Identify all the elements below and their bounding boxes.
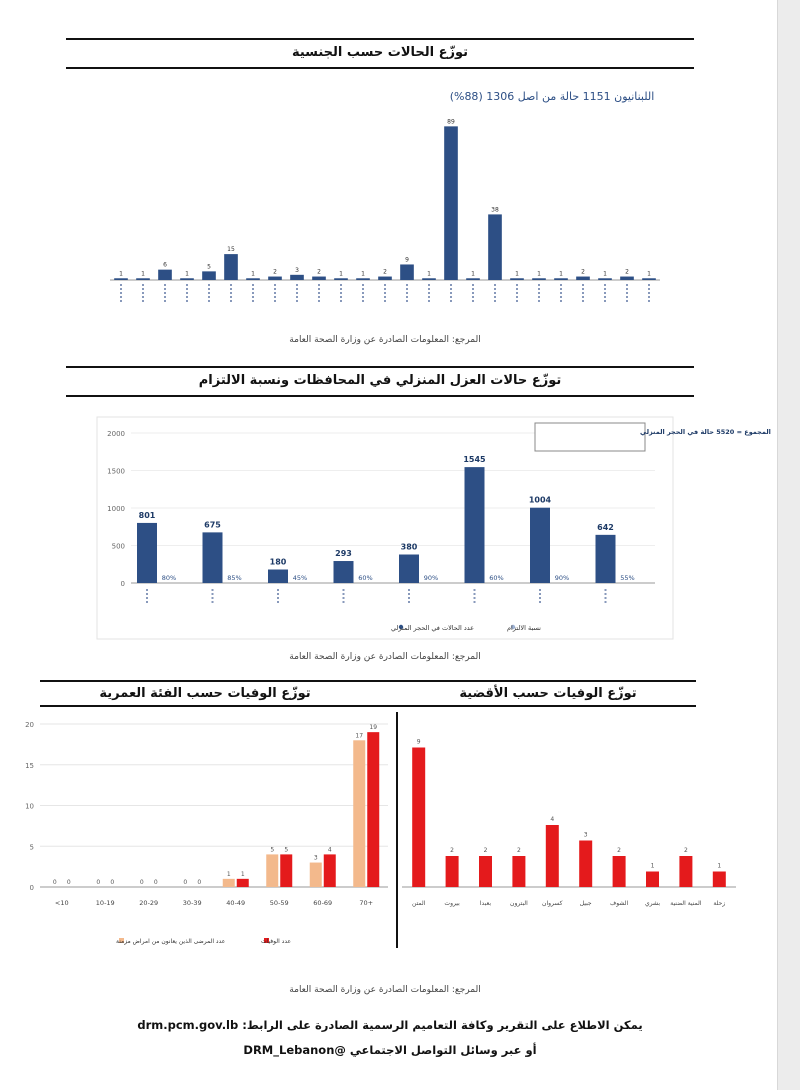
isolation-percent-label: 90%	[423, 574, 439, 582]
isolation-value-label: 801	[138, 510, 156, 520]
age-y-tick: 10	[25, 802, 34, 811]
district-bar	[512, 856, 525, 887]
isolation-y-tick: 0	[120, 580, 125, 588]
isolation-percent-label: 55%	[620, 574, 635, 582]
age-y-tick: 20	[25, 721, 34, 729]
nationality-bar	[532, 278, 546, 280]
section3-divider	[396, 712, 398, 948]
age-category-label: 10-19	[95, 899, 115, 907]
age-y-tick: 0	[29, 884, 34, 892]
section1-top-rule	[66, 38, 694, 40]
district-category-label: بشري	[644, 900, 661, 907]
district-category-label: البترون	[510, 900, 528, 907]
nationality-bar	[334, 278, 348, 280]
nationality-bar-label: 38	[491, 206, 499, 214]
nationality-bar	[576, 277, 590, 280]
district-bar-label: 4	[550, 816, 555, 823]
section2-bottom-rule	[66, 395, 694, 397]
isolation-annotation: المجموع = 5520 حالة في الحجر المنزلي	[640, 428, 771, 436]
district-category-label: بيروت	[444, 900, 460, 907]
nationality-bar-label: 1	[559, 270, 563, 278]
section2-top-rule	[66, 366, 694, 368]
district-bar-label: 2	[617, 847, 622, 854]
age-bar-label-series-2: 0	[110, 879, 115, 886]
isolation-bar	[596, 535, 616, 583]
deaths-age-title: توزّع الوفيات حسب الفئة العمرية	[99, 686, 311, 701]
age-bar-series-1	[266, 854, 278, 887]
nationality-bar	[510, 278, 524, 280]
age-bar-label-series-2: 4	[327, 846, 332, 854]
age-bar-label-series-1: 5	[270, 846, 275, 854]
district-bar-label: 2	[516, 847, 521, 854]
isolation-value-label: 1004	[528, 495, 552, 505]
nationality-bar	[422, 278, 436, 280]
age-bar-series-2	[324, 854, 336, 887]
isolation-legend-rate: نسبة الالتزام	[507, 624, 541, 632]
nationality-bar	[158, 270, 172, 280]
isolation-percent-label: 80%	[161, 574, 177, 582]
age-bar-label-series-1: 0	[52, 879, 57, 886]
nationality-bar-label: 2	[383, 268, 387, 276]
nationality-bar-label: 1	[647, 270, 651, 278]
nationality-bar-label: 89	[447, 118, 455, 126]
nationality-bar	[444, 126, 458, 280]
age-category-label: 60-69	[313, 899, 333, 907]
age-legend-deaths: عدد الوفيات	[261, 938, 292, 945]
district-category-label: المنية الضنية	[670, 900, 702, 907]
age-category-label: <10	[54, 899, 69, 907]
age-category-label: 70+	[359, 899, 374, 907]
isolation-bar	[399, 555, 419, 584]
nationality-bar	[246, 278, 260, 280]
district-category-label: المتن	[412, 900, 426, 907]
district-category-label: جبيل	[579, 900, 592, 907]
age-category-label: 50-59	[269, 899, 289, 907]
age-y-tick: 5	[29, 843, 34, 852]
deaths-district-title: توزّع الوفيات حسب الأقضية	[459, 686, 637, 701]
nationality-bar-label: 2	[317, 268, 321, 276]
nationality-bar-label: 1	[185, 270, 189, 278]
nationality-bar	[136, 278, 150, 280]
page-edge	[777, 0, 800, 1090]
section3-top-rule	[40, 680, 696, 682]
footer-line-2: أو عبر وسائل التواصل الاجتماعي @DRM_Lebanon	[243, 1043, 537, 1057]
isolation-bar	[530, 508, 550, 583]
district-category-label: الشوف	[610, 900, 629, 907]
nationality-bar	[268, 277, 282, 280]
section1-bottom-rule	[66, 67, 694, 69]
age-legend-chronic: عدد المرضى الذين يعانون من امراض مزمنة	[116, 938, 226, 945]
isolation-percent-label: 90%	[554, 574, 570, 582]
age-bar-series-2	[367, 732, 379, 887]
isolation-source: المرجع: المعلومات الصادرة عن وزارة الصحة العامة	[289, 652, 481, 662]
age-bar-label-series-2: 0	[66, 879, 71, 886]
isolation-bar	[334, 561, 354, 583]
district-bar	[479, 856, 492, 887]
nationality-bar	[180, 278, 194, 280]
age-bar-label-series-1: 0	[139, 879, 144, 886]
section3-bottom-rule	[40, 705, 696, 707]
nationality-bar	[378, 277, 392, 280]
district-bar-label: 2	[683, 847, 688, 854]
nationality-bar	[598, 278, 612, 280]
nationality-bar-label: 1	[515, 270, 519, 278]
nationality-bar	[356, 278, 370, 280]
isolation-bar	[137, 523, 157, 583]
deaths-source: المرجع: المعلومات الصادرة عن وزارة الصحة العامة	[289, 985, 481, 995]
nationality-bar-label: 1	[251, 270, 255, 278]
nationality-bar-label: 9	[405, 256, 409, 264]
age-bar-label-series-1: 17	[355, 732, 364, 740]
nationality-chart-title: توزّع الحالات حسب الجنسية	[291, 45, 469, 60]
deaths-district-chart	[400, 712, 740, 922]
age-bar-label-series-2: 0	[197, 879, 202, 886]
nationality-annotation: اللبنانيون 1151 حالة من اصل 1306 (88%)	[449, 90, 655, 103]
age-bar-series-2	[237, 879, 249, 887]
nationality-bar	[224, 254, 238, 280]
age-bar-label-series-2: 5	[284, 846, 289, 854]
age-category-label: 40-49	[226, 899, 246, 907]
age-bar-series-2	[280, 854, 292, 887]
isolation-value-label: 293	[335, 549, 352, 559]
age-y-tick: 15	[25, 761, 34, 770]
nationality-chart	[100, 80, 670, 350]
district-bar	[713, 872, 726, 888]
district-bar-label: 2	[450, 847, 455, 854]
isolation-value-label: 675	[204, 520, 221, 530]
isolation-y-tick: 500	[111, 542, 125, 551]
isolation-bar	[268, 570, 288, 584]
isolation-y-tick: 2000	[107, 430, 125, 438]
district-bar	[412, 748, 425, 888]
nationality-bar-label: 15	[227, 246, 235, 254]
nationality-bar	[620, 277, 634, 280]
district-bar	[579, 841, 592, 888]
isolation-bar	[203, 532, 223, 583]
district-bar	[679, 856, 692, 887]
nationality-bar-label: 2	[273, 268, 277, 276]
isolation-value-label: 180	[269, 557, 287, 567]
nationality-bar-label: 2	[581, 268, 585, 276]
district-bar-label: 1	[650, 862, 655, 870]
isolation-value-label: 380	[400, 542, 418, 552]
nationality-bar	[466, 278, 480, 280]
district-bar	[646, 872, 659, 888]
isolation-chart	[95, 415, 771, 645]
nationality-bar	[290, 275, 304, 280]
district-bar	[446, 856, 459, 887]
nationality-bar-label: 3	[295, 266, 299, 274]
isolation-y-tick: 1000	[107, 505, 125, 513]
deaths-age-chart	[18, 712, 390, 950]
nationality-bar-label: 1	[361, 270, 365, 278]
nationality-bar-label: 1	[603, 270, 607, 278]
nationality-bar-label: 1	[141, 270, 145, 278]
age-bar-label-series-2: 19	[369, 724, 378, 732]
district-bar-label: 1	[717, 862, 722, 870]
district-category-label: زحلة	[713, 900, 726, 907]
nationality-bar-label: 2	[625, 268, 629, 276]
footer-line-1: يمكن الاطلاع على التقرير وكافة التعاميم الرسمية الصادرة على الرابط: drm.pcm.gov.lb	[137, 1018, 643, 1032]
nationality-source: المرجع: المعلومات الصادرة عن وزارة الصحة العامة	[289, 335, 481, 345]
age-bar-label-series-2: 1	[240, 870, 245, 878]
nationality-bar	[202, 271, 216, 280]
isolation-percent-label: 85%	[227, 574, 242, 582]
age-category-label: 30-39	[182, 899, 202, 907]
age-bar-series-1	[223, 879, 235, 887]
age-category-label: 20-29	[139, 899, 159, 907]
age-bar-label-series-1: 0	[183, 879, 188, 886]
isolation-annotation-box	[535, 423, 645, 451]
nationality-bar-label: 1	[119, 270, 123, 278]
isolation-legend-count: عدد الحالات في الحجر المنزلي	[391, 624, 475, 632]
district-bar-label: 3	[583, 831, 588, 839]
isolation-percent-label: 60%	[358, 574, 373, 582]
nationality-bar	[312, 277, 326, 280]
isolation-percent-label: 60%	[489, 574, 504, 582]
district-bar-label: 9	[416, 738, 421, 746]
district-category-label: كسروان	[542, 900, 563, 907]
district-category-label: بعبدا	[479, 900, 492, 907]
district-bar	[546, 825, 559, 887]
district-bar	[613, 856, 626, 887]
district-bar-label: 2	[483, 847, 488, 854]
nationality-bar-label: 5	[207, 263, 211, 271]
isolation-y-tick: 1500	[107, 467, 125, 476]
age-bar-label-series-1: 1	[226, 870, 231, 878]
nationality-bar	[400, 264, 414, 280]
nationality-bar-label: 1	[471, 270, 475, 278]
age-bar-label-series-2: 0	[153, 879, 158, 886]
isolation-percent-label: 45%	[292, 574, 308, 582]
age-bar-label-series-1: 0	[96, 879, 101, 886]
isolation-value-label: 1545	[463, 455, 486, 465]
nationality-bar-label: 1	[427, 270, 431, 278]
age-bar-label-series-1: 3	[313, 854, 318, 862]
nationality-bar	[642, 278, 656, 280]
nationality-bar-label: 1	[537, 270, 541, 278]
age-bar-series-1	[353, 740, 365, 887]
isolation-bar	[465, 467, 485, 583]
nationality-bar-label: 6	[163, 261, 167, 269]
nationality-bar-label: 1	[339, 270, 343, 278]
isolation-chart-title: توزّع حالات العزل المنزلي في المحافظات ونسبة الالتزام	[198, 373, 562, 388]
isolation-value-label: 642	[597, 522, 614, 532]
nationality-bar	[554, 278, 568, 280]
nationality-bar	[488, 214, 502, 280]
age-bar-series-1	[310, 863, 322, 887]
nationality-bar	[114, 278, 128, 280]
